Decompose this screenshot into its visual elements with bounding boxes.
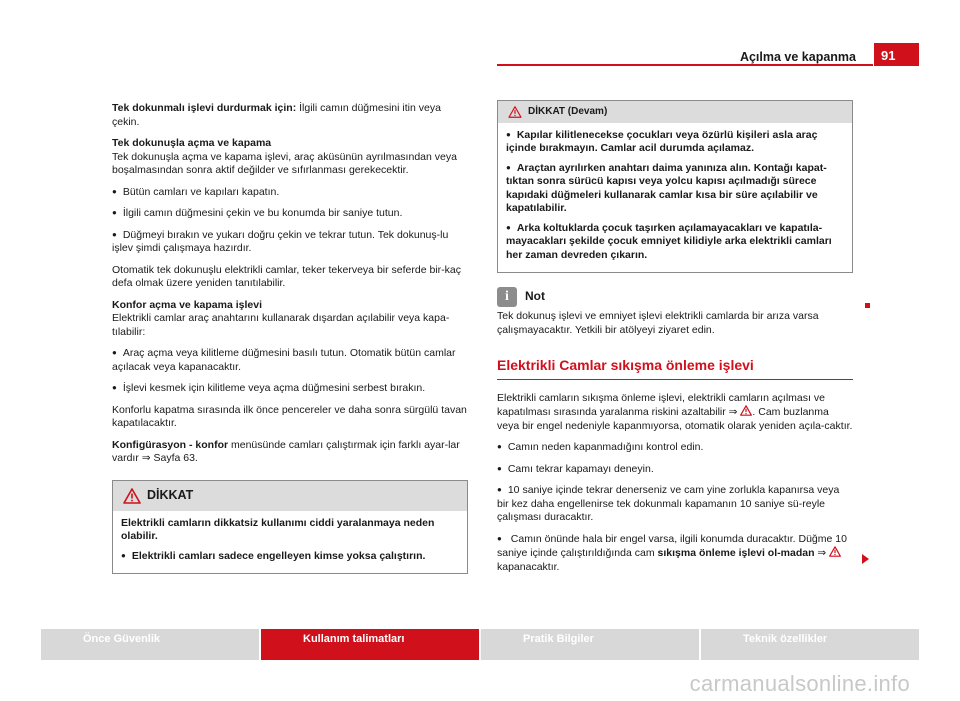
warning-continued-box: [497, 100, 853, 273]
list-item: ● İşlevi kesmek için kilitleme veya açma düğmesini serbest bırakın.: [112, 382, 467, 396]
warning-triangle-icon: [829, 546, 841, 557]
list-item-text: kapanacaktır.: [497, 560, 560, 573]
warning-title: DİKKAT (Devam): [528, 106, 608, 117]
heading-one-touch: Tek dokunuşla açma ve kapama: [112, 137, 272, 149]
note-title: Not: [525, 289, 545, 304]
warning-title: DİKKAT: [147, 487, 194, 502]
warning-triangle-icon: [508, 106, 522, 118]
list-item: ● 10 saniye içinde tekrar denerseniz ve cam yine zorlukla kapanırsa veya bir kez daha engellenirse tek dokunmalı kapamanın 10 saniye sü-reyle çalışması duracaktır.: [497, 484, 853, 525]
warning-body: [498, 123, 852, 273]
list-item: ● Araç açma veya kilitleme düğmesini basılı tutun. Otomatik bütün camlar açılacak veya kapanacaktır.: [112, 347, 467, 374]
warning-bullet: ● Elektrikli camları sadece engelleyen kimse yoksa çalıştırın.: [121, 550, 459, 564]
list-item: ● Camı tekrar kapamayı deneyin.: [497, 463, 853, 477]
warning-bullet: ● Kapılar kilitlenecekse çocukları veya özürlü kişileri asla araç içinde bırakmayın. Camlar acil durumda açılamaz.: [506, 129, 844, 156]
tab-safety[interactable]: Önce Güvenlik: [41, 629, 259, 660]
note-heading: [497, 287, 853, 307]
paragraph-auto: Otomatik tek dokunuşlu elektrikli camlar, teker tekerveya bir seferde bir-kaç defa olmak üzere yeniden tanıtılabilir.: [112, 263, 461, 289]
header-rule: [497, 64, 873, 66]
paragraph-text: Elektrikli camların sıkışma önleme işlevi, elektrikli camların açılması ve kapatılması sırasında yaralanma riskini azaltabilir ⇒: [497, 391, 825, 418]
warning-triangle-icon: [740, 405, 752, 416]
warning-text: Elektrikli camların dikkatsiz kullanımı ciddi yaralanmaya neden olabilir.: [121, 516, 435, 542]
paragraph-text: İlgili camın düğmesini itin veya çekin.: [112, 102, 441, 128]
tab-practical-tips[interactable]: Pratik Bilgiler: [481, 629, 699, 660]
heading-comfort: Konfor açma ve kapama işlevi: [112, 298, 262, 311]
right-column: [497, 100, 853, 582]
paragraph-comfort-close: Konforlu kapatma sırasında ilk önce pencereler ve daha sonra sürgülü tavan kapatılacaktır.: [112, 403, 467, 429]
left-column: [112, 102, 467, 574]
info-icon: i: [497, 287, 517, 307]
tab-operation[interactable]: Kullanım talimatları: [261, 629, 479, 660]
section-end-marker: [865, 303, 870, 308]
warning-header: [113, 481, 467, 511]
tab-technical-specs[interactable]: Teknik özellikler: [701, 629, 919, 660]
paragraph-lead: Konfigürasyon - konfor: [112, 438, 229, 451]
list-item: ● Bütün camları ve kapıları kapatın.: [112, 186, 467, 200]
section-title: Elektrikli Camlar sıkışma önleme işlevi: [497, 359, 853, 380]
warning-triangle-icon: [123, 488, 141, 504]
list-item-bold: sıkışma önleme işlevi ol-madan: [657, 547, 815, 559]
list-item: ● Düğmeyi bırakın ve yukarı doğru çekin ve tekrar tutun. Tek dokunuş-lu işlev şimdi çalışmaya hazırdır.: [112, 229, 467, 256]
footer-nav: [41, 629, 919, 660]
continue-arrow-icon: [862, 554, 869, 564]
list-item-text: Camın önünde hala bir engel varsa, ilgili konumda duracaktır. Düğme 10 saniye içinde çalıştırıldığında cam: [497, 532, 847, 559]
warning-bullet: ● Araçtan ayrılırken anahtarı daima yanınıza alın. Kontağı kapat-tıktan sonra sürücü kapısı veya yolcu kapısı açılmadığı sürece kapıdaki düğmeleri kullanarak camlar kısa bir süre açılabilir ve kapatılabilir.: [506, 162, 844, 216]
list-item: [497, 533, 853, 575]
note-text: Tek dokunuş işlevi ve emniyet işlevi elektrikli camlarda bir arıza varsa çalışmayacaktır. Yetkili bir atölyeyi ziyaret edin.: [497, 310, 819, 336]
page-header-title: Açılma ve kapanma: [739, 50, 856, 64]
paragraph-stop-one-touch: [112, 102, 467, 129]
warning-header: [498, 101, 852, 123]
page-number: 91: [874, 43, 919, 66]
list-item: ● İlgili camın düğmesini çekin ve bu konumda bir saniye tutun.: [112, 207, 467, 221]
warning-bullet: ● Arka koltuklarda çocuk taşırken açılamayacakları ve kapatıla-mayacakları şekilde çocuk emniyet kilidiyle arka elektrikli camları her zaman devreden çıkarın.: [506, 222, 844, 263]
paragraph-config: [112, 439, 467, 466]
paragraph-text: menüsünde camları çalıştırmak için farklı ayar-lar vardır ⇒ Sayfa 63.: [112, 438, 460, 464]
paragraph-text: . Cam buzlanma veya bir engel nedeniyle kapanmıyorsa, otomatik olarak yeniden açıla-caktır.: [497, 406, 853, 432]
list-item: ● Camın neden kapanmadığını kontrol edin.: [497, 441, 853, 455]
warning-box: [112, 480, 468, 575]
paragraph-comfort: Elektrikli camlar araç anahtarını kullanarak dışardan açılabilir veya kapa-tılabilir:: [112, 312, 450, 338]
warning-body: [113, 511, 467, 574]
paragraph-one-touch: Tek dokunuşla açma ve kapama işlevi, araç aküsünün ayrılmasından veya boşalmasından sonra aktif değilder ve sıfırlanması gerekecektir.: [112, 150, 457, 176]
paragraph-anti-trap: [497, 392, 853, 434]
paragraph-lead: Tek dokunmalı işlevi durdurmak için:: [112, 102, 297, 114]
watermark: carmanualsonline.info: [689, 671, 910, 696]
list-item-text: ⇒: [814, 547, 827, 559]
